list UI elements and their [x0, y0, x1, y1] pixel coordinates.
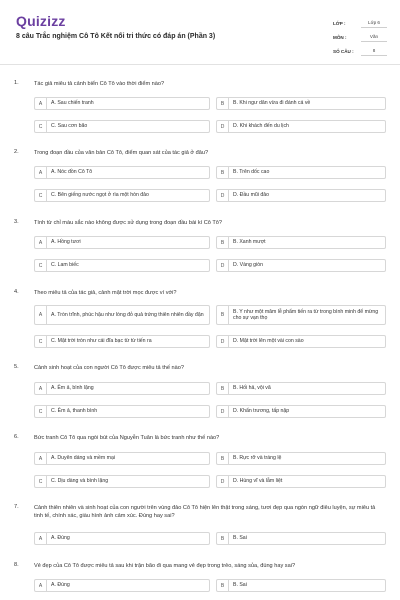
- option-letter: A: [35, 306, 47, 324]
- option-letter: A: [35, 237, 47, 248]
- question-number: 6.: [14, 434, 19, 440]
- question-text: Tác giả miêu tả cảnh biển Cô Tô vào thời điểm nào?: [34, 81, 165, 87]
- option-text: A. Êm ả, bình lặng: [51, 385, 94, 392]
- option-d[interactable]: [216, 189, 386, 202]
- divider: [0, 64, 400, 65]
- option-letter: C: [35, 406, 47, 417]
- option-letter: B: [217, 167, 229, 178]
- option-c[interactable]: [34, 335, 210, 348]
- question-text: Cảnh sinh hoạt của con người Cô Tô được miêu tả thế nào?: [34, 365, 184, 371]
- option-d[interactable]: [216, 259, 386, 272]
- option-b[interactable]: [216, 305, 386, 325]
- option-text: C. Dịu dàng và bình lặng: [51, 478, 109, 485]
- option-text: D. Vàng giòn: [233, 262, 263, 269]
- question-number: 4.: [14, 289, 19, 295]
- meta-label: SỐ CÂU :: [333, 48, 354, 54]
- option-letter: B: [217, 306, 229, 324]
- option-letter: B: [217, 237, 229, 248]
- option-a[interactable]: [34, 305, 210, 325]
- option-letter: C: [35, 121, 47, 132]
- option-text: A. Hồng tươi: [51, 239, 81, 246]
- question-text: Cảnh thiên nhiên và sinh hoạt của con người trên vùng đảo Cô Tô hiện lên thật trong sáng, tươi đẹp qua ngòn ngữ điêu luyện, sự miêu tả tinh tế, chính xác, giàu hình ảnh cảm xúc. Đúng hay sai?: [34, 505, 376, 519]
- meta-label: MÔN :: [333, 34, 347, 40]
- option-letter: A: [35, 383, 47, 394]
- question-text: Tính từ chỉ màu sắc nào không được sử dụng trong đoạn đầu bài kí Cô Tô?: [34, 220, 223, 226]
- question-number: 2.: [14, 149, 19, 155]
- option-b[interactable]: [216, 236, 386, 249]
- option-letter: C: [35, 336, 47, 347]
- question-number: 5.: [14, 364, 19, 370]
- option-text: D. Khẩn trương, tấp nập: [233, 408, 290, 415]
- option-letter: B: [217, 580, 229, 591]
- option-c[interactable]: [34, 475, 210, 488]
- option-text: B. Xanh mượt: [233, 239, 266, 246]
- option-text: C. Lam biếc: [51, 262, 79, 269]
- option-text: B. Y như một mâm lễ phẩm tiến ra từ trong bình minh để mừng cho sự vạn thọ: [233, 308, 379, 321]
- option-text: A. Nóc đồn Cô Tô: [51, 169, 93, 176]
- option-d[interactable]: [216, 475, 386, 488]
- quizizz-logo[interactable]: Quizizz: [16, 13, 66, 29]
- option-text: B. Khi ngư dân vừa đi đánh cá về: [233, 100, 311, 107]
- option-text: B. Rực rỡ và tráng lệ: [233, 455, 282, 462]
- option-c[interactable]: [34, 405, 210, 418]
- option-d[interactable]: [216, 335, 386, 348]
- subject-field[interactable]: Văn: [361, 32, 387, 42]
- option-letter: C: [35, 260, 47, 271]
- option-text: C. Êm ả, thanh bình: [51, 408, 98, 415]
- option-a[interactable]: [34, 382, 210, 395]
- option-letter: D: [217, 336, 229, 347]
- option-text: B. Sai: [233, 582, 247, 589]
- option-c[interactable]: [34, 120, 210, 133]
- option-letter: D: [217, 121, 229, 132]
- question-number: 3.: [14, 219, 19, 225]
- option-d[interactable]: [216, 405, 386, 418]
- option-text: C. Sau cơn bão: [51, 123, 88, 130]
- option-b[interactable]: [216, 579, 386, 592]
- option-letter: A: [35, 167, 47, 178]
- question-number: 1.: [14, 80, 19, 86]
- option-text: C. Mặt trời tròn như cái đĩa bạc từ từ tiến ra: [51, 338, 152, 345]
- option-letter: B: [217, 453, 229, 464]
- question-number: 8.: [14, 562, 19, 568]
- question-text: Theo miêu tả của tác giả, cảnh mặt trời mọc được ví với?: [34, 290, 177, 296]
- option-text: D. Mặt trời lên một vài con sào: [233, 338, 304, 345]
- option-a[interactable]: [34, 236, 210, 249]
- option-text: B. Trên dốc cao: [233, 169, 270, 176]
- option-b[interactable]: [216, 166, 386, 179]
- option-letter: B: [217, 383, 229, 394]
- option-letter: A: [35, 98, 47, 109]
- meta-row-count: [333, 44, 387, 58]
- option-text: D. Hùng vĩ và lẫm liệt: [233, 478, 283, 485]
- worksheet-header: [0, 0, 400, 62]
- option-a[interactable]: [34, 166, 210, 179]
- meta-row-subject: [333, 30, 387, 44]
- option-b[interactable]: [216, 97, 386, 110]
- option-c[interactable]: [34, 259, 210, 272]
- question-text: Trong đoạn đầu của văn bản Cô Tô, điểm quan sát của tác giả ở đâu?: [34, 150, 209, 156]
- option-a[interactable]: [34, 452, 210, 465]
- option-text: D. Đầu mũi đảo: [233, 192, 270, 199]
- option-letter: D: [217, 406, 229, 417]
- question-count-field[interactable]: 8: [361, 46, 387, 56]
- question-number: 7.: [14, 504, 19, 510]
- option-text: B. Hối hả, vội vã: [233, 385, 271, 392]
- option-b[interactable]: [216, 532, 386, 545]
- meta-row-grade: [333, 16, 387, 30]
- worksheet-title: 8 câu Trắc nghiệm Cô Tô Kết nối tri thức có đáp án (Phần 3): [16, 33, 216, 40]
- option-letter: B: [217, 98, 229, 109]
- option-text: A. Đúng: [51, 582, 70, 589]
- option-letter: C: [35, 190, 47, 201]
- option-b[interactable]: [216, 382, 386, 395]
- meta-label: LỚP :: [333, 20, 346, 26]
- option-d[interactable]: [216, 120, 386, 133]
- option-letter: A: [35, 580, 47, 591]
- option-text: B. Sai: [233, 535, 247, 542]
- option-text: A. Tròn trĩnh, phúc hậu như lòng đỏ quả trứng thiên nhiên đầy đặn: [51, 311, 204, 318]
- option-text: C. Bên giếng nước ngọt ở rìa một hòn đảo: [51, 192, 149, 199]
- option-text: A. Đúng: [51, 535, 70, 542]
- option-letter: A: [35, 533, 47, 544]
- option-a[interactable]: [34, 579, 210, 592]
- option-a[interactable]: [34, 97, 210, 110]
- option-a[interactable]: [34, 532, 210, 545]
- question-text: Bức tranh Cô Tô qua ngòi bút của Nguyễn Tuân là bức tranh như thế nào?: [34, 435, 220, 441]
- option-letter: A: [35, 453, 47, 464]
- option-text: A. Sau chiến tranh: [51, 100, 94, 107]
- option-letter: B: [217, 533, 229, 544]
- worksheet-meta: [333, 16, 387, 58]
- option-letter: C: [35, 476, 47, 487]
- question-text: Vẻ đẹp của Cô Tô được miêu tả sau khi trận bão đi qua mang vẻ đẹp trong trẻo, sáng sủa, đúng hay sai?: [34, 563, 296, 569]
- option-letter: D: [217, 476, 229, 487]
- option-text: D. Khi khách đến du lịch: [233, 123, 289, 130]
- option-c[interactable]: [34, 189, 210, 202]
- grade-field[interactable]: Lớp 6: [361, 18, 387, 28]
- option-b[interactable]: [216, 452, 386, 465]
- option-letter: D: [217, 190, 229, 201]
- option-text: A. Duyên dáng và mềm mại: [51, 455, 116, 462]
- option-letter: D: [217, 260, 229, 271]
